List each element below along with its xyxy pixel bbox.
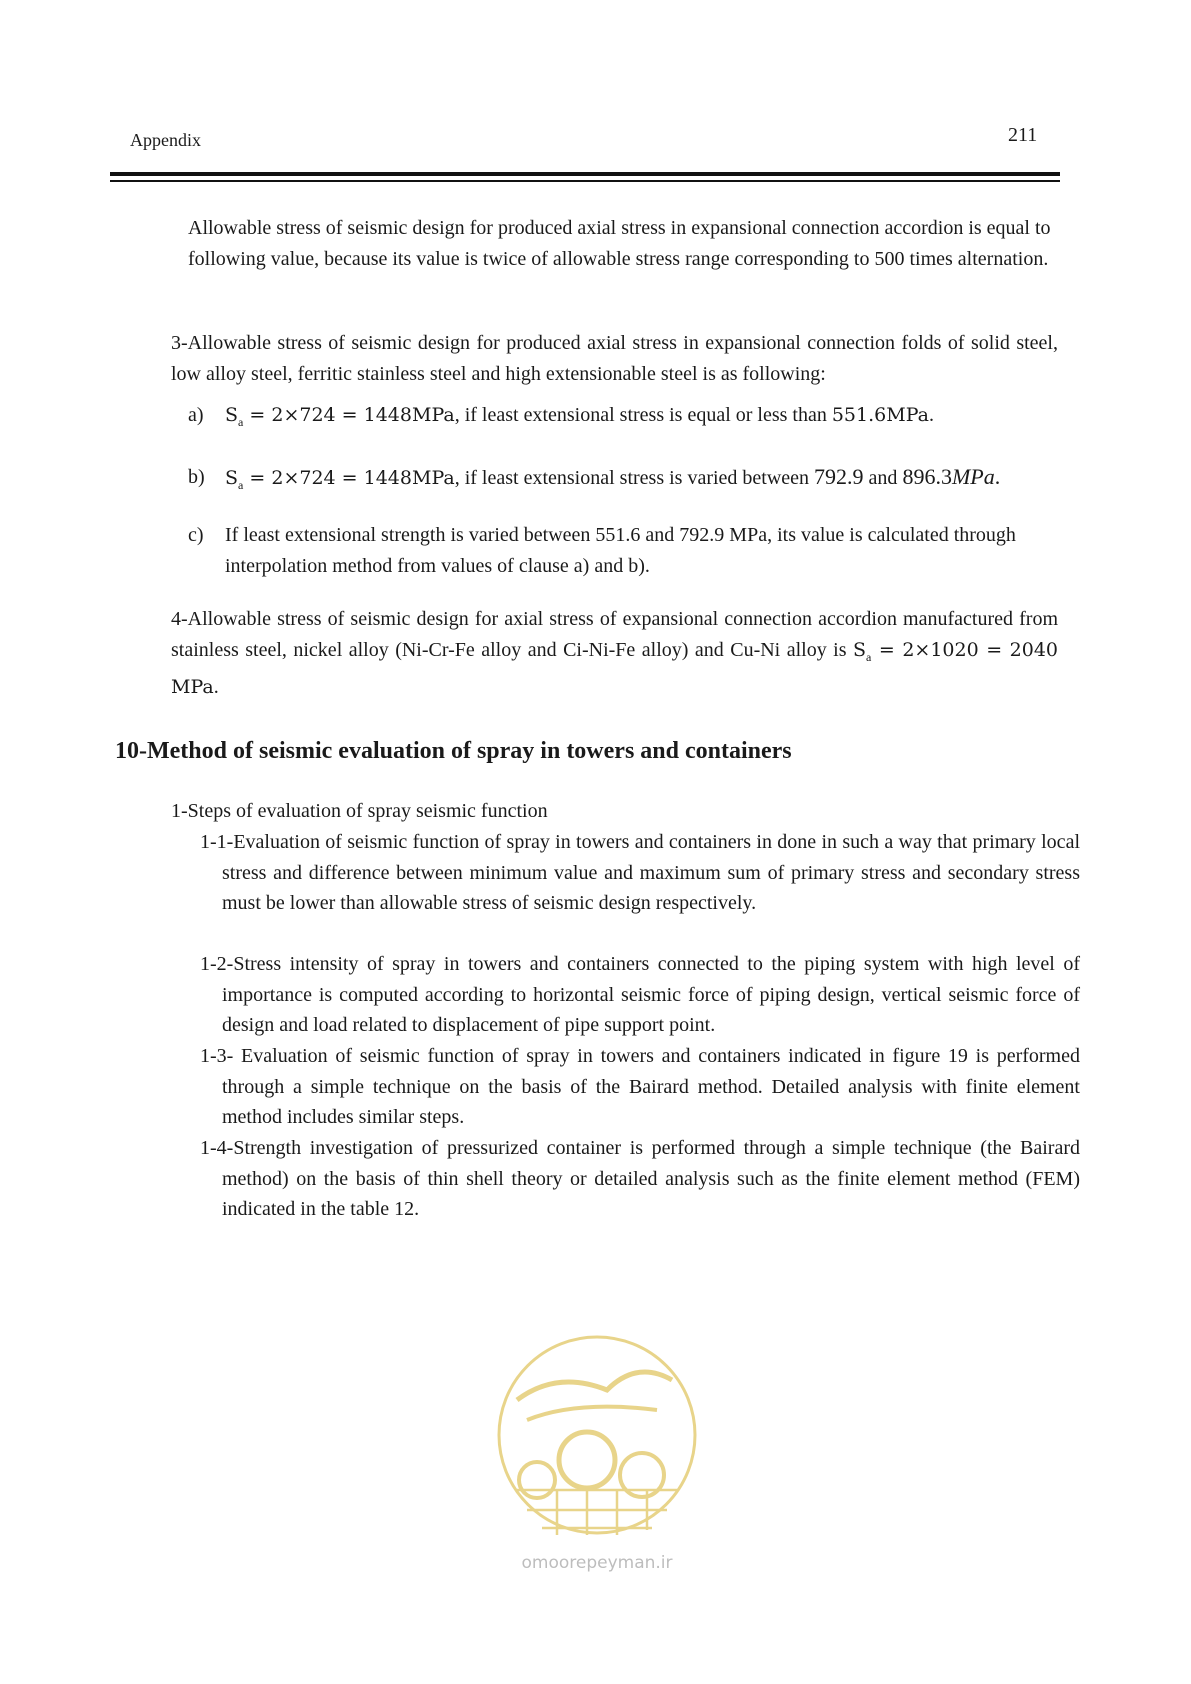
formula-subscript: a <box>866 649 872 664</box>
item-end: . <box>928 404 934 426</box>
page-number: 211 <box>1008 124 1038 146</box>
item-and: and <box>863 467 903 489</box>
item-description: , if least extensional stress is equal or less than <box>454 404 832 426</box>
formula-equation: = 2×724 = 1448MPa <box>243 404 455 426</box>
item-label: a) <box>188 404 204 426</box>
step-item: 1-2-Stress intensity of spray in towers and containers connected to the piping system with high level of importance is computed according to horizontal seismic force of piping design, vertical seismic force of design and load related to displacement of pipe support point. <box>200 953 1080 1036</box>
formula-value-1: 792.9 <box>814 464 864 489</box>
item-text <box>225 400 1073 438</box>
item-text <box>225 462 1073 501</box>
header-rule-thick <box>110 172 1060 176</box>
paragraph-accordion-stress: Allowable stress of seismic design for produced axial stress in expansional connection accordion is equal to following value, because its value is twice of allowable stress range corresponding to 500 times alternation. <box>188 217 1051 270</box>
formula-symbol: S <box>225 467 239 489</box>
paragraph-text: 4-Allowable stress of seismic design for axial stress of expansional connection accordion manufactured from stainless steel, nickel alloy (Ni-Cr-Fe alloy and Ci-Ni-Fe alloy) and Cu-Ni alloy is <box>171 608 1058 661</box>
header-rule-thin <box>110 180 1060 182</box>
paragraph-clause-4 <box>171 604 1058 703</box>
paragraph-clause-3: 3-Allowable stress of seismic design for produced axial stress in expansional connection folds of solid steel, low alloy steel, ferritic stainless steel and high extensionable steel is as following: <box>171 332 1058 385</box>
formula-subscript: a <box>238 415 244 429</box>
item-end: . <box>994 464 1001 489</box>
steps-title: 1-Steps of evaluation of spray seismic function <box>171 800 548 822</box>
step-item: 1-1-Evaluation of seismic function of spray in towers and containers in done in such a way that primary local stress and difference between minimum value and maximum sum of primary stress and secondary stress must be lower than allowable stress of seismic design respectively. <box>200 831 1080 914</box>
step-item: 1-4-Strength investigation of pressurized container is performed through a simple technique (the Bairard method) on the basis of thin shell theory or detailed analysis such as the finite element method (FEM) indicated in the table 12. <box>200 1137 1080 1220</box>
item-description: , if least extensional stress is varied between <box>454 467 815 489</box>
watermark-logo <box>487 1330 707 1580</box>
watermark-seal-icon <box>487 1330 707 1580</box>
formula-symbol: S <box>853 638 867 661</box>
item-label: c) <box>188 524 204 546</box>
formula-unit: MPa <box>951 464 995 489</box>
section-heading: 10-Method of seismic evaluation of spray in towers and containers <box>115 738 792 764</box>
formula-value-2: 896.3 <box>902 464 952 489</box>
formula-symbol: S <box>225 404 239 426</box>
watermark-url: omoorepeyman.ir <box>521 1553 673 1573</box>
item-label: b) <box>188 466 205 488</box>
running-header: Appendix <box>130 130 201 150</box>
formula-equation: = 2×724 = 1448MPa <box>243 467 455 489</box>
step-item: 1-3- Evaluation of seismic function of spray in towers and containers indicated in figure 19 is performed through a simple technique on the basis of the Bairard method. Detailed analysis with finite element method includes similar steps. <box>200 1045 1080 1128</box>
item-text: If least extensional strength is varied between 551.6 and 792.9 MPa, its value is calculated through interpolation method from values of clause a) and b). <box>225 524 1016 577</box>
formula-value: 551.6MPa <box>831 404 929 426</box>
paragraph-end: . <box>213 676 219 698</box>
formula-subscript: a <box>238 478 244 492</box>
formula-equation: = 2×1020 = 2040 MPa <box>171 638 1058 698</box>
